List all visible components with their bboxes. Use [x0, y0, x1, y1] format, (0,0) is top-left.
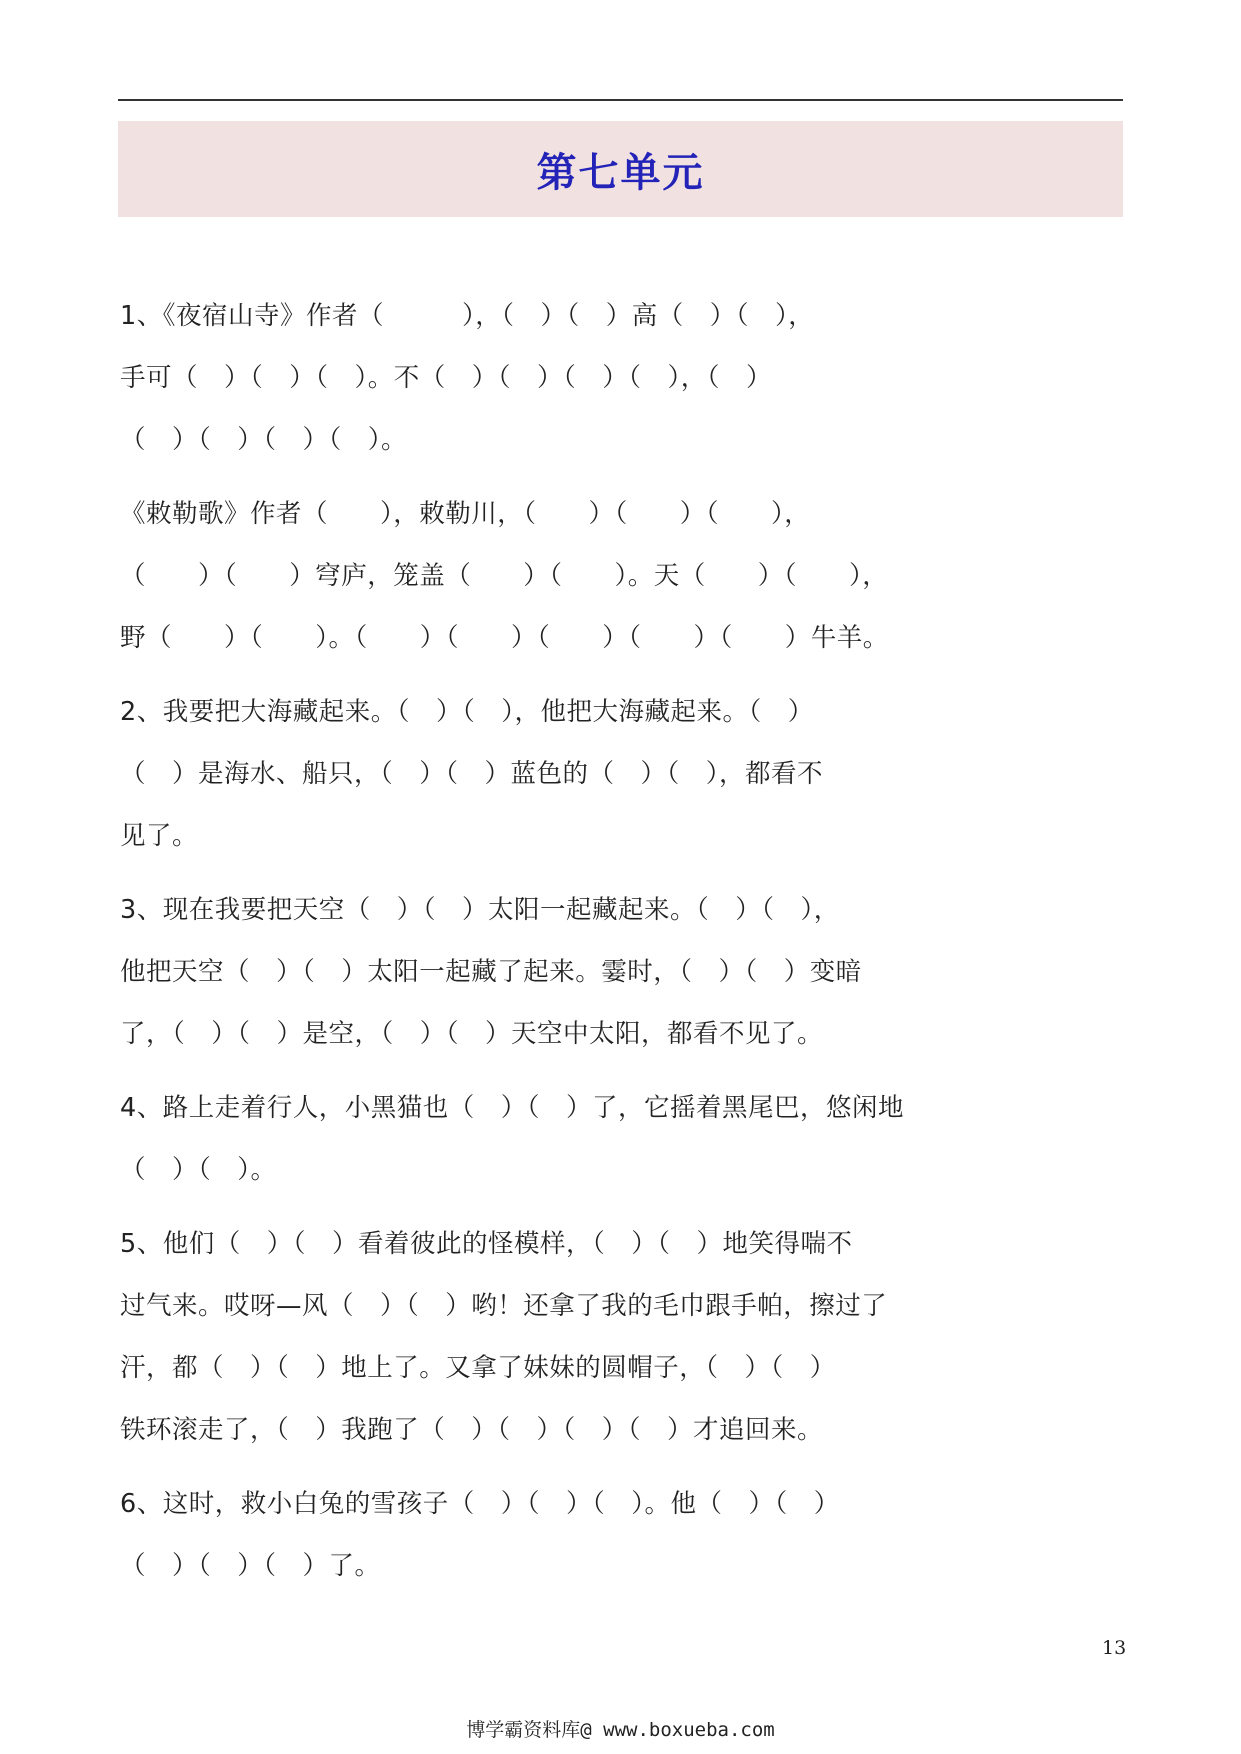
- title-banner: [118, 121, 1123, 217]
- text-line: 5、他们（ ）（ ）看着彼此的怪模样，（ ）（ ）地笑得喘不: [120, 1229, 853, 1259]
- text-line: 铁环滚走了，（ ）我跑了（ ）（ ）（ ）（ ）才追回来。: [120, 1415, 824, 1445]
- text-line: 见了。: [120, 821, 199, 851]
- text-line: 过气来。哎呀—风（ ）（ ）哟！还拿了我的毛巾跟手帕，擦过了: [120, 1291, 888, 1321]
- text-line: 2、我要把大海藏起来。（ ）（ ），他把大海藏起来。（ ）: [120, 697, 814, 727]
- text-line: （ ）是海水、船只，（ ）（ ）蓝色的（ ）（ ），都看不: [120, 759, 824, 789]
- page-number: 13: [1102, 1637, 1127, 1659]
- text-line: 了，（ ）（ ）是空，（ ）（ ）天空中太阳，都看不见了。: [120, 1019, 824, 1049]
- question-1-poem-2: [120, 483, 1130, 669]
- text-line: 《敕勒歌》作者（ ），敕勒川，（ ）（ ）（ ），: [120, 499, 811, 529]
- question-3: [120, 879, 1130, 1065]
- footer-watermark: 博学霸资料库@ www.boxueba.com: [466, 1719, 775, 1741]
- text-line: 汗，都（ ）（ ）地上了。又拿了妹妹的圆帽子，（ ）（ ）: [120, 1353, 836, 1383]
- question-5: [120, 1213, 1130, 1461]
- text-line: 4、路上走着行人，小黑猫也（ ）（ ）了，它摇着黑尾巴，悠闲地: [120, 1093, 904, 1123]
- text-line: （ ）（ ）。: [120, 1155, 277, 1185]
- text-line: 他把天空（ ）（ ）太阳一起藏了起来。霎时，（ ）（ ）变暗: [120, 957, 862, 987]
- text-line: 6、这时，救小白兔的雪孩子（ ）（ ）（ ）。他（ ）（ ）: [120, 1489, 840, 1519]
- text-line: 1、《夜宿山寺》作者（ ），（ ）（ ）高（ ）（ ），: [120, 301, 815, 331]
- worksheet-content: [120, 285, 1130, 1609]
- question-2: [120, 681, 1130, 867]
- text-line: （ ）（ ）（ ）了。: [120, 1551, 381, 1581]
- text-line: （ ）（ ）穹庐，笼盖（ ）（ ）。天（ ）（ ），: [120, 561, 889, 591]
- header-rule: [118, 99, 1123, 101]
- text-line: 3、现在我要把天空（ ）（ ）太阳一起藏起来。（ ）（ ），: [120, 895, 840, 925]
- question-4: [120, 1077, 1130, 1201]
- question-1-poem-1: [120, 285, 1130, 471]
- text-line: 手可（ ）（ ）（ ）。不（ ）（ ）（ ）（ ），（ ）: [120, 363, 773, 393]
- page-title: 第七单元: [536, 148, 705, 196]
- question-6: [120, 1473, 1130, 1597]
- text-line: （ ）（ ）（ ）（ ）。: [120, 425, 408, 455]
- text-line: 野（ ）（ ）。（ ）（ ）（ ）（ ）（ ）牛羊。: [120, 623, 889, 653]
